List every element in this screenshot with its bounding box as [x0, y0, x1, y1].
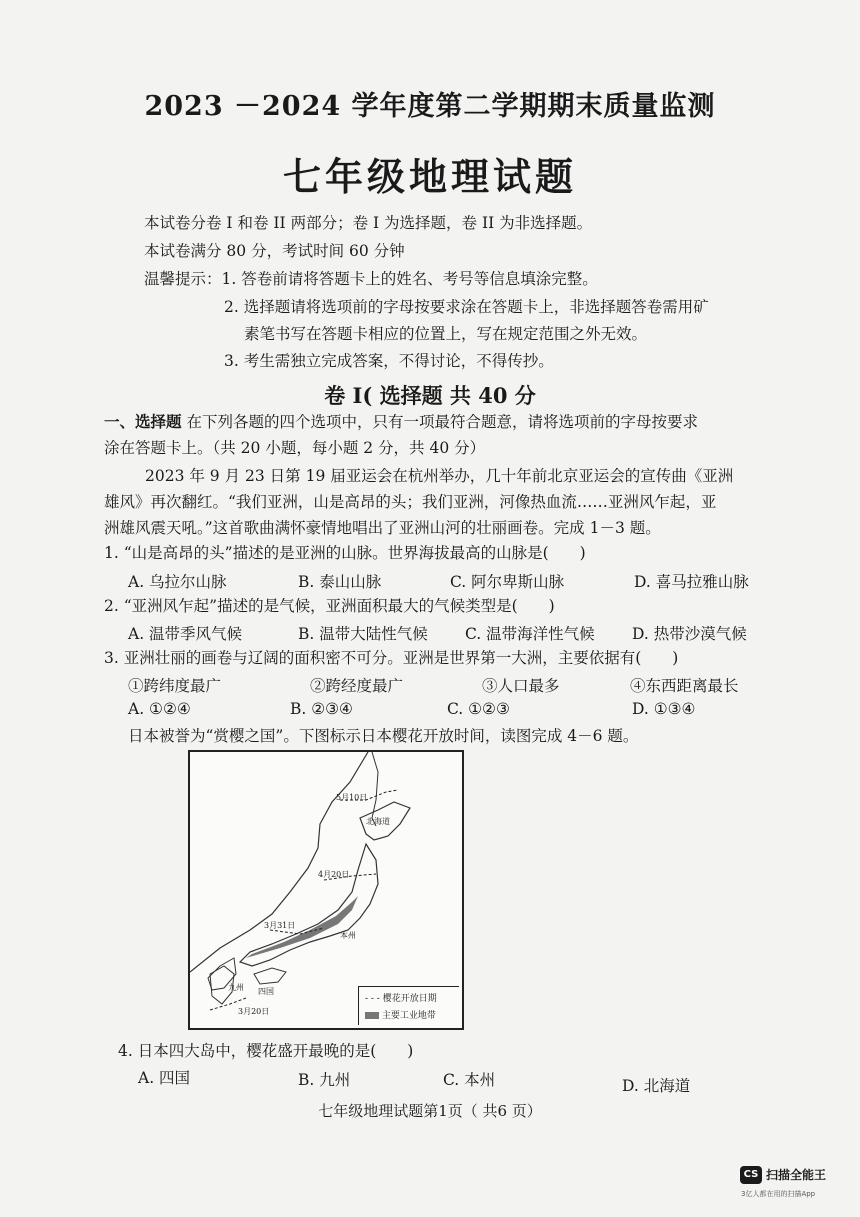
- exam-title-year: 2023 －2024 学年度第二学期期末质量监测: [144, 91, 716, 122]
- section-intro-text: 在下列各题的四个选项中，只有一项最符合题意，请将选项前的字母按要求: [181, 413, 698, 431]
- label-hokkaido: 北海道: [366, 817, 390, 826]
- camscanner-brand: 扫描全能王: [766, 1168, 827, 1182]
- question-3-statement-1: ①跨纬度最广: [128, 677, 222, 695]
- honshu-island: [240, 844, 378, 966]
- label-kyushu: 九州: [228, 983, 244, 992]
- question-3-statement-4: ④东西距离最长: [630, 677, 739, 695]
- passage1-line-2: 雄风》再次翻红。“我们亚洲，山是高昂的头；我们亚洲，河像热血流……亚洲风乍起，亚: [104, 493, 717, 511]
- legend-industry-row: [365, 1008, 436, 1021]
- question-3-statement-3: ③人口最多: [482, 677, 560, 695]
- question-2-option-d: D. 热带沙漠气候: [632, 625, 747, 643]
- question-2-option-a: A. 温带季风气候: [128, 625, 243, 643]
- section-intro-line-1: [104, 412, 698, 432]
- question-3-option-c: C. ①②③: [447, 700, 510, 718]
- instruction-line-6: 3. 考生需独立完成答案，不得讨论，不得传抄。: [224, 352, 554, 370]
- instruction-line-5: 素笔书写在答题卡相应的位置上，写在规定范围之外无效。: [244, 325, 648, 343]
- instruction-line-3: 温馨提示：1. 答卷前请将答题卡上的姓名、考号等信息填涂完整。: [144, 270, 598, 288]
- question-1-option-a: A. 乌拉尔山脉: [128, 573, 227, 591]
- exam-title-subject: 七年级地理试题: [282, 154, 577, 199]
- camscanner-logo-icon: CS: [740, 1166, 762, 1184]
- passage1-line-3: 洲雄风震天吼。”这首歌曲满怀豪情地唱出了亚洲山河的壮丽画卷。完成 1－3 题。: [104, 519, 661, 537]
- question-4-option-c: C. 本州: [443, 1071, 496, 1089]
- question-1-option-c: C. 阿尔卑斯山脉: [450, 573, 565, 591]
- question-2-stem: 2. “亚洲风乍起”描述的是气候，亚洲面积最大的气候类型是( ): [104, 597, 555, 615]
- question-3-option-b: B. ②③④: [290, 700, 353, 718]
- question-1-stem: 1. “山是高昂的头”描述的是亚洲的山脉。世界海拔最高的山脉是( ): [104, 544, 586, 562]
- legend-industry-label: 主要工业地带: [381, 1011, 436, 1021]
- section-title: 卷 I( 选择题 共 40 分: [324, 383, 536, 408]
- label-may10: 5月10日: [336, 793, 368, 802]
- label-honshu: 本州: [340, 931, 356, 940]
- question-3-option-d: D. ①③④: [632, 700, 696, 718]
- dashed-line-icon: ‐ ‐ ‐: [365, 994, 383, 1004]
- instruction-line-4: 2. 选择题请将选项前的字母按要求涂在答题卡上，非选择题答卷需用矿: [224, 298, 709, 316]
- shikoku-island: [254, 968, 286, 984]
- instruction-line-1: 本试卷分卷 I 和卷 II 两部分；卷 I 为选择题，卷 II 为非选择题。: [144, 214, 593, 232]
- page-footer: 七年级地理试题第1页（ 共6 页）: [318, 1102, 542, 1120]
- sakhalin-island: [372, 752, 378, 826]
- question-1-option-b: B. 泰山山脉: [298, 573, 382, 591]
- label-mar20: 3月20日: [238, 1007, 270, 1016]
- label-shikoku: 四国: [258, 987, 274, 996]
- legend-bloom-row: [365, 991, 437, 1004]
- question-3-statement-2: ②跨经度最广: [310, 677, 404, 695]
- legend-bloom-label: 樱花开放日期: [382, 994, 437, 1004]
- section-intro-line-2: 涂在答题卡上。（共 20 小题，每小题 2 分，共 40 分）: [104, 439, 486, 457]
- question-4-option-b: B. 九州: [298, 1071, 351, 1089]
- question-2-option-c: C. 温带海洋性气候: [465, 625, 595, 643]
- question-2-option-b: B. 温带大陆性气候: [298, 625, 428, 643]
- question-3-option-a: A. ①②④: [128, 700, 191, 718]
- section-intro-bold: 一、选择题: [104, 412, 182, 431]
- question-1-option-d: D. 喜马拉雅山脉: [634, 573, 749, 591]
- hatched-area-icon: [365, 1012, 379, 1019]
- label-mar31: 3月31日: [264, 921, 296, 930]
- question-3-stem: 3. 亚洲壮丽的画卷与辽阔的面积密不可分。亚洲是世界第一大洲，主要依据有( ): [104, 649, 679, 667]
- question-4-option-d: D. 北海道: [622, 1077, 691, 1095]
- label-apr20: 4月20日: [318, 870, 350, 879]
- passage2: 日本被誉为“赏樱之国”。下图标示日本樱花开放时间，读图完成 4－6 题。: [128, 727, 639, 745]
- instruction-line-2: 本试卷满分 80 分，考试时间 60 分钟: [144, 242, 405, 260]
- map-legend: [358, 986, 459, 1025]
- camscanner-tagline: 3亿人都在用的扫描App: [741, 1190, 816, 1198]
- passage1-line-1: 2023 年 9 月 23 日第 19 届亚运会在杭州举办，几十年前北京亚运会的宣传曲《亚洲: [145, 467, 734, 485]
- question-4-option-a: A. 四国: [138, 1069, 191, 1087]
- question-4-stem: 4. 日本四大岛中，樱花盛开最晚的是( ): [118, 1042, 414, 1060]
